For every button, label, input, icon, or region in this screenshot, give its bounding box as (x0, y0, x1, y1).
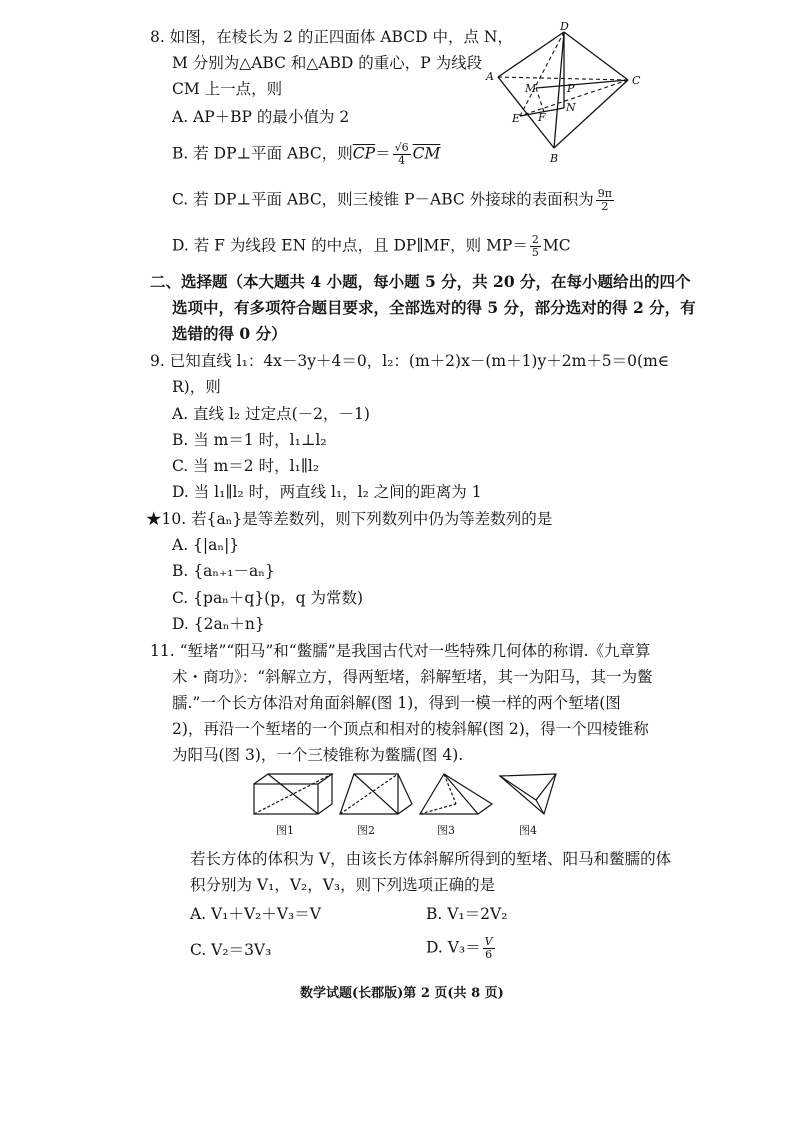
q8-stem-line-1: 8. 如图，在棱长为 2 的正四面体 ABCD 中，点 N， (150, 28, 513, 46)
q11-figure-1-cuboid (250, 770, 336, 820)
q11-stem-line-4: 2)，再沿一个堑堵的一个顶点和相对的棱斜解(图 2)，得一个四棱锥称 (172, 720, 649, 738)
q11-option-d-fraction-den: 6 (485, 948, 493, 961)
q8-option-a: A. AP＋BP 的最小值为 2 (172, 108, 350, 126)
section2-header-line-3: 选错的得 0 分） (172, 324, 287, 343)
q11-option-d-fraction (483, 936, 495, 961)
fig-label-m: M (525, 82, 537, 95)
q9-stem-line-1: 9. 已知直线 l₁：4x－3y＋4＝0，l₂：(m＋2)x－(m＋1)y＋2m＋5＝0(m∈ (150, 352, 670, 370)
fig-label-n: N (566, 101, 576, 114)
q11-stem-line-1: 11. “堑堵”“阳马”和“鳖臑”是我国古代对一些特殊几何体的称谓.《九章算 (150, 642, 651, 660)
q8-tetrahedron-figure (482, 20, 652, 165)
fig-label-e: E (512, 112, 521, 125)
page-footer: 数学试题(长郡版)第 2 页(共 8 页) (300, 986, 504, 1001)
q10-option-d: D. {2aₙ＋n} (172, 615, 265, 633)
q10-option-b: B. {aₙ₊₁－aₙ} (172, 562, 275, 580)
edge-da (498, 32, 564, 77)
q10-option-a: A. {|aₙ|} (172, 536, 240, 554)
q8-option-b-fraction (393, 142, 411, 167)
q8-option-d-prefix: D. 若 F 为线段 EN 的中点，且 DP∥MF，则 MP＝ (172, 236, 528, 255)
fig-label-d: D (560, 20, 569, 33)
line-mf-hidden (536, 88, 544, 112)
section2-header-line-1: 二、选择题（本大题共 4 小题，每小题 5 分，共 20 分，在每小题给出的四个 (150, 272, 691, 291)
q9-option-a: A. 直线 l₂ 过定点(－2，－1) (172, 405, 370, 423)
q8-option-c-fraction-den: 2 (601, 200, 609, 213)
line-cm (536, 80, 628, 88)
q8-option-c-prefix: C. 若 DP⊥平面 ABC，则三棱锥 P－ABC 外接球的表面积为 (172, 190, 594, 209)
section2-header-line-2: 选项中，有多项符合题目要求，全部选对的得 5 分，部分选对的得 2 分，有 (172, 298, 696, 317)
q8-option-d-fraction (530, 234, 541, 259)
q8-option-d-fraction-num: 2 (531, 233, 539, 246)
q8-stem-line-2: M 分别为△ABC 和△ABD 的重心，P 为线段 (172, 54, 483, 72)
fig-label-b: B (550, 152, 559, 165)
q11-question-line-2: 积分别为 V₁，V₂，V₃，则下列选项正确的是 (190, 876, 496, 894)
q9-option-b: B. 当 m＝1 时，l₁⊥l₂ (172, 431, 327, 449)
edge-ac-hidden (498, 77, 628, 80)
fig-label-a: A (486, 70, 494, 83)
q8-option-b-fraction-den: 4 (398, 154, 406, 167)
edge-cb (554, 80, 628, 148)
q11-caption-1: 图1 (276, 824, 294, 837)
q9-stem-line-2: R)，则 (172, 378, 221, 396)
q8-option-b-fraction-num: √6 (394, 141, 409, 154)
q8-option-b (172, 142, 440, 167)
q11-option-c: C. V₂＝3V₃ (190, 941, 272, 959)
q8-stem-line-3: CM 上一点，则 (172, 80, 283, 98)
q11-stem-line-5: 为阳马(图 3)，一个三棱锥称为鳖臑(图 4). (172, 746, 464, 764)
q8-option-b-equals: ＝ (375, 144, 391, 163)
q9-option-c: C. 当 m＝2 时，l₁∥l₂ (172, 457, 320, 475)
q11-option-d-prefix: D. V₃＝ (426, 938, 481, 957)
q9-option-d: D. 当 l₁∥l₂ 时，两直线 l₁，l₂ 之间的距离为 1 (172, 483, 482, 501)
edge-dc (564, 32, 628, 80)
q8-option-d-fraction-den: 5 (531, 246, 539, 259)
q11-question-line-1: 若长方体的体积为 V，由该长方体斜解所得到的堑堵、阳马和鳖臑的体 (190, 850, 672, 868)
q11-option-a: A. V₁＋V₂＋V₃＝V (190, 905, 321, 923)
q11-figure-2-qiandu (336, 770, 416, 820)
q8-option-c-fraction-num: 9π (597, 187, 612, 200)
q10-stem: ★10. 若{aₙ}是等差数列，则下列数列中仍为等差数列的是 (146, 510, 553, 528)
q11-caption-4: 图4 (519, 824, 537, 837)
q11-stem-line-3: 臑.”一个长方体沿对角面斜解(图 1)，得到一模一样的两个堑堵(图 (172, 694, 621, 712)
fig-label-f: F (538, 111, 546, 124)
q11-option-b: B. V₁＝2V₂ (426, 905, 508, 923)
q8-option-b-vector-cm: $\overline{CM}$ (412, 144, 441, 163)
q11-figure-3-yangma (416, 770, 496, 820)
q11-caption-2: 图2 (357, 824, 375, 837)
q10-option-c: C. {paₙ＋q}(p，q 为常数) (172, 589, 364, 607)
q11-stem-line-2: 术・商功》：“斜解立方，得两堑堵，斜解堑堵，其一为阳马，其一为鳖 (172, 668, 653, 686)
edge-db (554, 32, 564, 148)
q11-caption-3: 图3 (437, 824, 455, 837)
q8-option-b-prefix: B. 若 DP⊥平面 ABC，则 (172, 144, 353, 163)
q8-option-d (172, 234, 571, 259)
q8-option-c (172, 188, 616, 213)
q11-option-d-fraction-num: V (484, 935, 493, 948)
fig-label-c: C (632, 74, 641, 87)
q11-figure-4-bienao (496, 770, 562, 820)
q11-option-d (426, 936, 497, 961)
q8-option-c-fraction (596, 188, 614, 213)
fig-label-p: P (567, 82, 575, 95)
q8-option-d-suffix: MC (542, 236, 571, 255)
q8-option-b-vector-cp: $\overline{CP}$ (352, 144, 376, 163)
